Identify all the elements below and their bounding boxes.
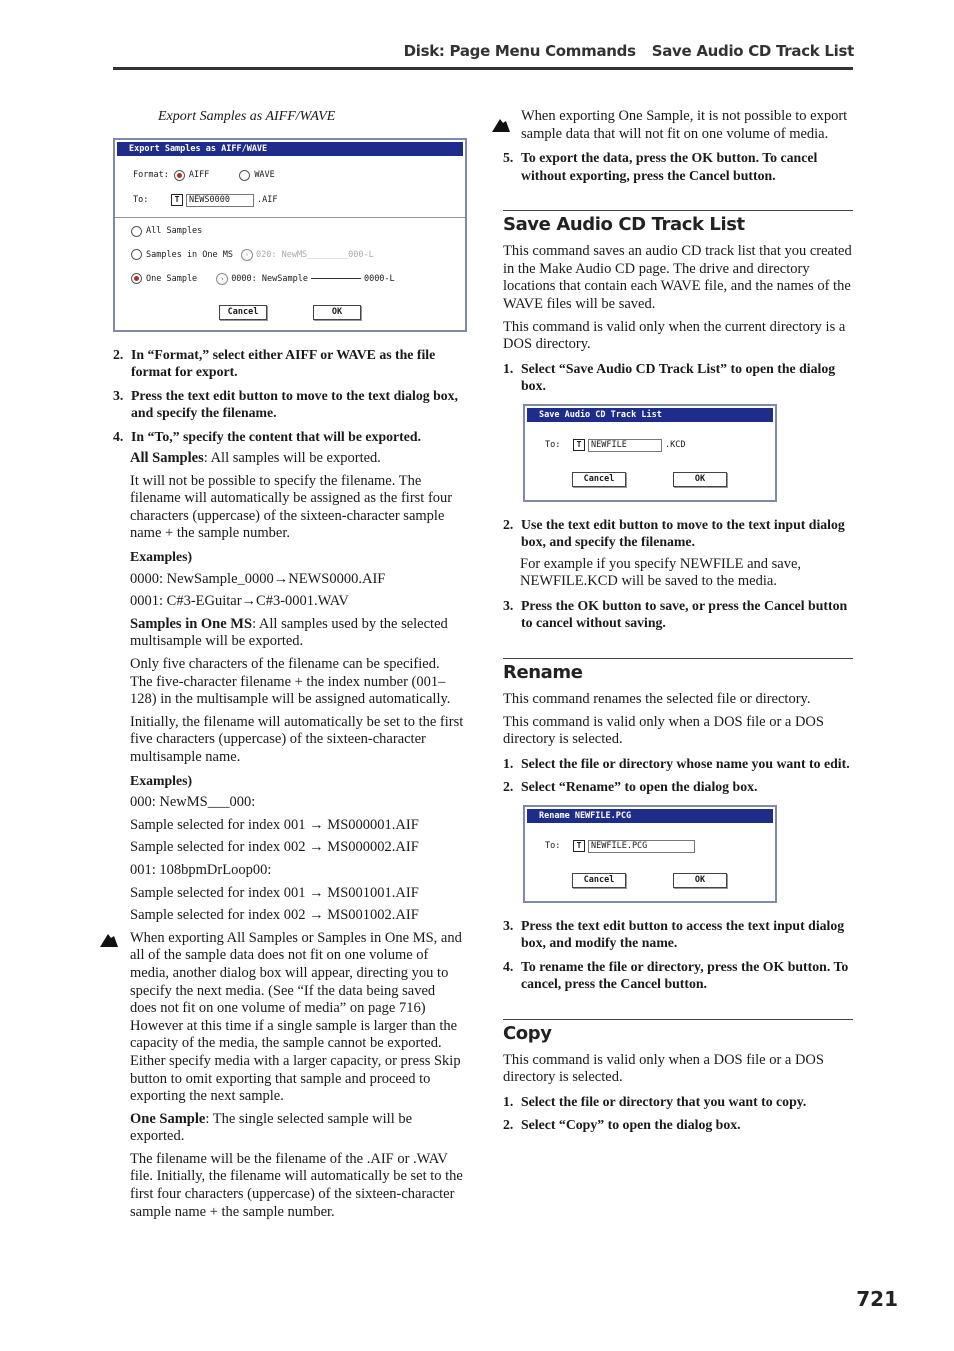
all-samples-para: It will not be possible to specify the filename. The filename will automatically be assigned as the first four characters (uppercase) of the sixteen-character sample name + the sample number. <box>130 472 453 542</box>
samples-in-ms-desc: Samples in One MS: All samples used by the selected multisample will be exported. <box>130 615 448 650</box>
examples-heading: Examples) <box>130 772 193 788</box>
cancel-button[interactable]: Cancel <box>572 873 626 888</box>
text-edit-button[interactable]: T <box>573 439 585 451</box>
body-text: For example if you specify NEWFILE and save, NEWFILE.KCD will be saved to the media. <box>520 555 802 590</box>
section-heading: Save Audio CD Track List <box>503 210 853 235</box>
figure-caption: Export Samples as AIFF/WAVE <box>158 109 336 124</box>
step-2: 2. Select “Copy” to open the dialog box. <box>503 1117 741 1133</box>
save-dialog-title: Save Audio CD Track List <box>527 408 773 422</box>
cancel-button[interactable]: Cancel <box>572 472 626 487</box>
example-line: Sample selected for index 001 → MS000001.AIF <box>130 816 419 833</box>
export-dialog <box>113 138 467 332</box>
format-label: Format: <box>133 170 169 181</box>
section-heading: Rename <box>503 658 853 683</box>
cancel-button[interactable]: Cancel <box>219 305 267 320</box>
step-4: 4. To rename the file or directory, press the OK button. To cancel, press the Cancel button. <box>503 958 849 992</box>
examples-heading: Examples) <box>130 549 193 565</box>
chevron-right-icon[interactable]: › <box>241 249 253 261</box>
ok-button[interactable]: OK <box>673 873 727 888</box>
export-dialog-title: Export Samples as AIFF/WAVE <box>117 142 463 156</box>
all-samples-label: All Samples <box>146 226 203 237</box>
body-text: This command saves an audio CD track list that you created in the Make Audio CD page. The drive and directory locations that contain each WAVE file, and the names of the WAVE files will be saved. <box>503 243 852 312</box>
step-3: 3. Press the text edit button to access the text input dialog box, and modify the name. <box>503 917 845 951</box>
text-edit-button[interactable]: T <box>573 840 585 852</box>
dialog-divider <box>115 217 465 218</box>
ok-button[interactable]: OK <box>313 305 361 320</box>
save-track-list-dialog <box>523 404 777 502</box>
all-samples-desc: All Samples: All samples will be exported. <box>130 450 381 467</box>
samples-in-ms-para: Only five characters of the filename can be specified. The five-character filename + the index number (001–128) in the multisample will be assigned automatically. <box>130 656 451 708</box>
caution-hand-icon <box>99 932 119 948</box>
filename-field[interactable]: NEWS0000 <box>186 194 254 207</box>
rename-dialog <box>523 805 777 903</box>
one-sample-desc: One Sample: The single selected sample will be exported. <box>130 1110 413 1145</box>
one-sample-para: The filename will be the filename of the .AIF or .WAV file. Initially, the filename will automatically be set to the first four characters (uppercase) of the sixteen-character sample name + the sample number. <box>130 1150 463 1220</box>
step-5: 5. To export the data, press the OK button. To cancel without exporting, press the Cancel button. <box>503 150 818 183</box>
samples-in-ms-para: Initially, the filename will automatically be set to the first five characters (uppercase) of the sixteen-character multisample name. <box>130 713 464 765</box>
to-label: To: <box>133 195 149 206</box>
all-samples-radio[interactable] <box>131 226 142 237</box>
samples-in-ms-label: Samples in One MS <box>146 249 233 260</box>
samples-in-ms-radio[interactable] <box>131 249 142 260</box>
step-1: 1. Select the file or directory whose name you want to edit. <box>503 755 850 771</box>
body-text: This command renames the selected file or directory. <box>503 690 811 707</box>
example-line: 000: NewMS___000: <box>130 794 256 811</box>
text-edit-button[interactable]: T <box>171 194 183 206</box>
example-line: Sample selected for index 001 → MS001001.AIF <box>130 884 419 901</box>
left-column <box>113 108 465 1221</box>
body-text: This command is valid only when a DOS file or a DOS directory is selected. <box>503 1051 824 1086</box>
body-text: This command is valid only when the current directory is a DOS directory. <box>503 318 846 353</box>
step-2: 2. In “Format,” select either AIFF or WAVE as the file format for export. <box>113 346 436 380</box>
to-label: To: <box>545 841 561 852</box>
filename-field[interactable]: NEWFILE.PCG <box>588 840 695 853</box>
wave-label: WAVE <box>254 170 275 181</box>
file-extension: .AIF <box>257 195 278 206</box>
body-text: This command is valid only when a DOS file or a DOS directory is selected. <box>503 713 824 748</box>
to-label: To: <box>545 440 561 451</box>
example-line: 0000: NewSample_0000→NEWS0000.AIF <box>130 570 386 587</box>
wave-radio[interactable] <box>239 170 250 181</box>
step-1: 1. Select the file or directory that you want to copy. <box>503 1093 807 1109</box>
step-1: 1. Select “Save Audio CD Track List” to open the dialog box. <box>503 360 836 394</box>
example-line: Sample selected for index 002 → MS000002.AIF <box>130 839 419 856</box>
step-4: 4. In “To,” specify the content that will be exported. <box>113 428 421 444</box>
underline <box>311 278 361 279</box>
chevron-right-icon[interactable]: › <box>216 273 228 285</box>
header-rule <box>113 67 853 70</box>
example-line: 001: 108bpmDrLoop00: <box>130 861 272 878</box>
filename-field[interactable]: NEWFILE <box>588 439 662 452</box>
one-sample-suffix: 0000-L <box>363 273 395 284</box>
aiff-radio[interactable] <box>174 170 185 181</box>
header-section: Disk: Page Menu Commands <box>403 42 636 60</box>
file-extension: .KCD <box>665 440 686 451</box>
page-number: 721 <box>856 1287 898 1311</box>
caution-hand-icon <box>491 117 511 133</box>
running-header <box>388 42 854 60</box>
one-sample-value: 0000: NewSample <box>231 273 308 284</box>
aiff-label: AIFF <box>188 170 210 181</box>
one-sample-label: One Sample <box>146 273 198 284</box>
step-3: 3. Press the text edit button to move to the text dialog box, and specify the filename. <box>113 387 458 421</box>
ms-select-value: 020: NewMS________000-L <box>256 249 374 260</box>
step-2: 2. Use the text edit button to move to the text input dialog box, and specify the filename. <box>503 516 845 550</box>
example-line: Sample selected for index 002 → MS001002.AIF <box>130 907 419 924</box>
example-line: 0001: C#3-EGuitar→C#3-0001.WAV <box>130 593 349 610</box>
one-sample-radio[interactable] <box>131 273 142 284</box>
ok-button[interactable]: OK <box>673 472 727 487</box>
section-heading: Copy <box>503 1019 853 1044</box>
rename-dialog-title: Rename NEWFILE.PCG <box>527 809 773 823</box>
note: When exporting One Sample, it is not possible to export sample data that will not fit on one volume of media. <box>503 108 853 143</box>
step-3: 3. Press the OK button to save, or press the Cancel button to cancel without saving. <box>503 597 848 631</box>
right-column <box>503 108 853 1134</box>
step-2: 2. Select “Rename” to open the dialog box. <box>503 779 758 795</box>
note: When exporting All Samples or Samples in One MS, and all of the sample data does not fit on one volume of media, another dialog box will appear, directing you to specify the next media. (See “If the data being saved does not fit on one volume of media” on page 716) However at this time if a single sample is larger than the capacity of the media, the sample cannot be exported. Either specify media with a larger capacity, or press Skip button to omit exporting that sample and proceed to exporting the next sample. <box>113 930 465 1106</box>
header-topic: Save Audio CD Track List <box>651 42 854 60</box>
